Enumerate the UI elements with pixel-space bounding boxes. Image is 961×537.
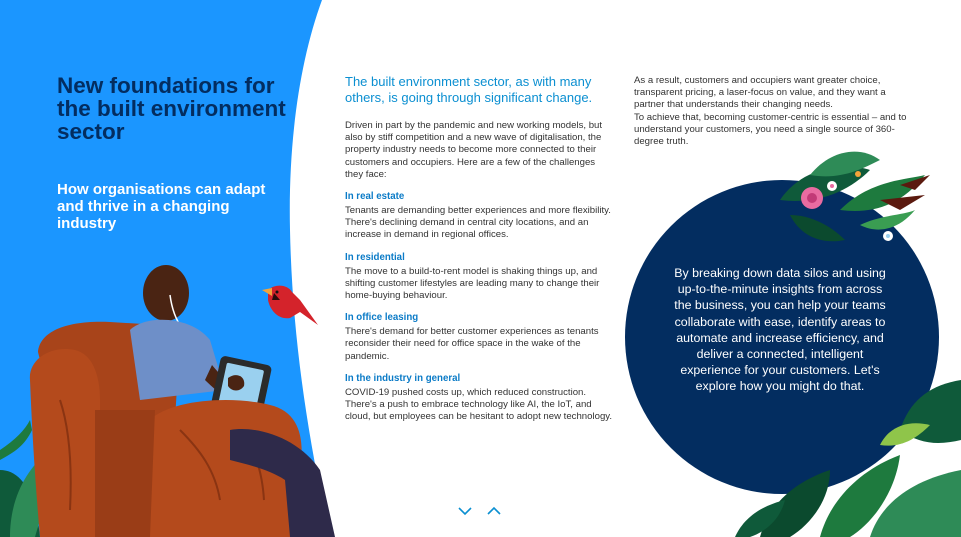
previous-page-button[interactable] [484,502,504,520]
section-real-estate [345,191,613,242]
intro-body: Driven in part by the pandemic and new working models, but also by stiff competition and a new wave of digitalisation, the property industry needs to become more connected to their customers and occupiers. Here are a few of the challenges they face: [345,120,603,180]
conclusion-paragraph-2: To achieve that, becoming customer-centric is essential – and to understand your customers, you need a single source of 360-degree truth. [634,111,907,148]
challenges-column [345,74,613,423]
circle-callout-text: By breaking down data silos and using up-to-the-minute insights from across the business, you can help your teams collaborate with ease, identify areas to automate and increase efficiency, and deliver a connected, intelligent experience for your customers. Let's explore how you might do that. [674,266,886,394]
page-subtitle: How organisations can adapt and thrive in a changing industry [57,181,266,232]
conclusion-paragraph-1: As a result, customers and occupiers want greater choice, transparent pricing, a laser-focus on value, and they want a partner that understands their changing needs. [634,75,886,111]
section-body: Tenants are demanding better experiences and more flexibility. There's declining demand in central city locations, and an increase in demand in regional offices. [345,205,611,241]
page-title: New foundations for the built environment sector [57,73,286,144]
section-body: There's demand for better customer experiences as tenants reconsider their need for office space in the wake of the pandemic. [345,326,599,362]
section-office-leasing [345,312,613,363]
section-heading: In real estate [345,191,405,203]
section-body: The move to a build-to-rent model is shaking things up, and shifting customer lifestyles are leading many to change their home-buying behaviour. [345,265,600,302]
intro-lead: The built environment sector, as with many others, is going through significant change. [345,74,593,105]
chevron-up-icon [486,506,502,516]
section-residential [345,252,613,303]
chevron-down-icon [457,506,473,516]
section-body: COVID-19 pushed costs up, which reduced construction. There's a push to embrace technology like AI, the IoT, and cloud, but employees can be hesitant to adopt new technology. [345,386,613,423]
next-page-button[interactable] [455,502,475,520]
section-heading: In office leasing [345,312,419,324]
conclusion-column [634,75,909,148]
section-heading: In residential [345,251,405,263]
section-industry-general [345,373,613,424]
section-heading: In the industry in general [345,372,461,384]
